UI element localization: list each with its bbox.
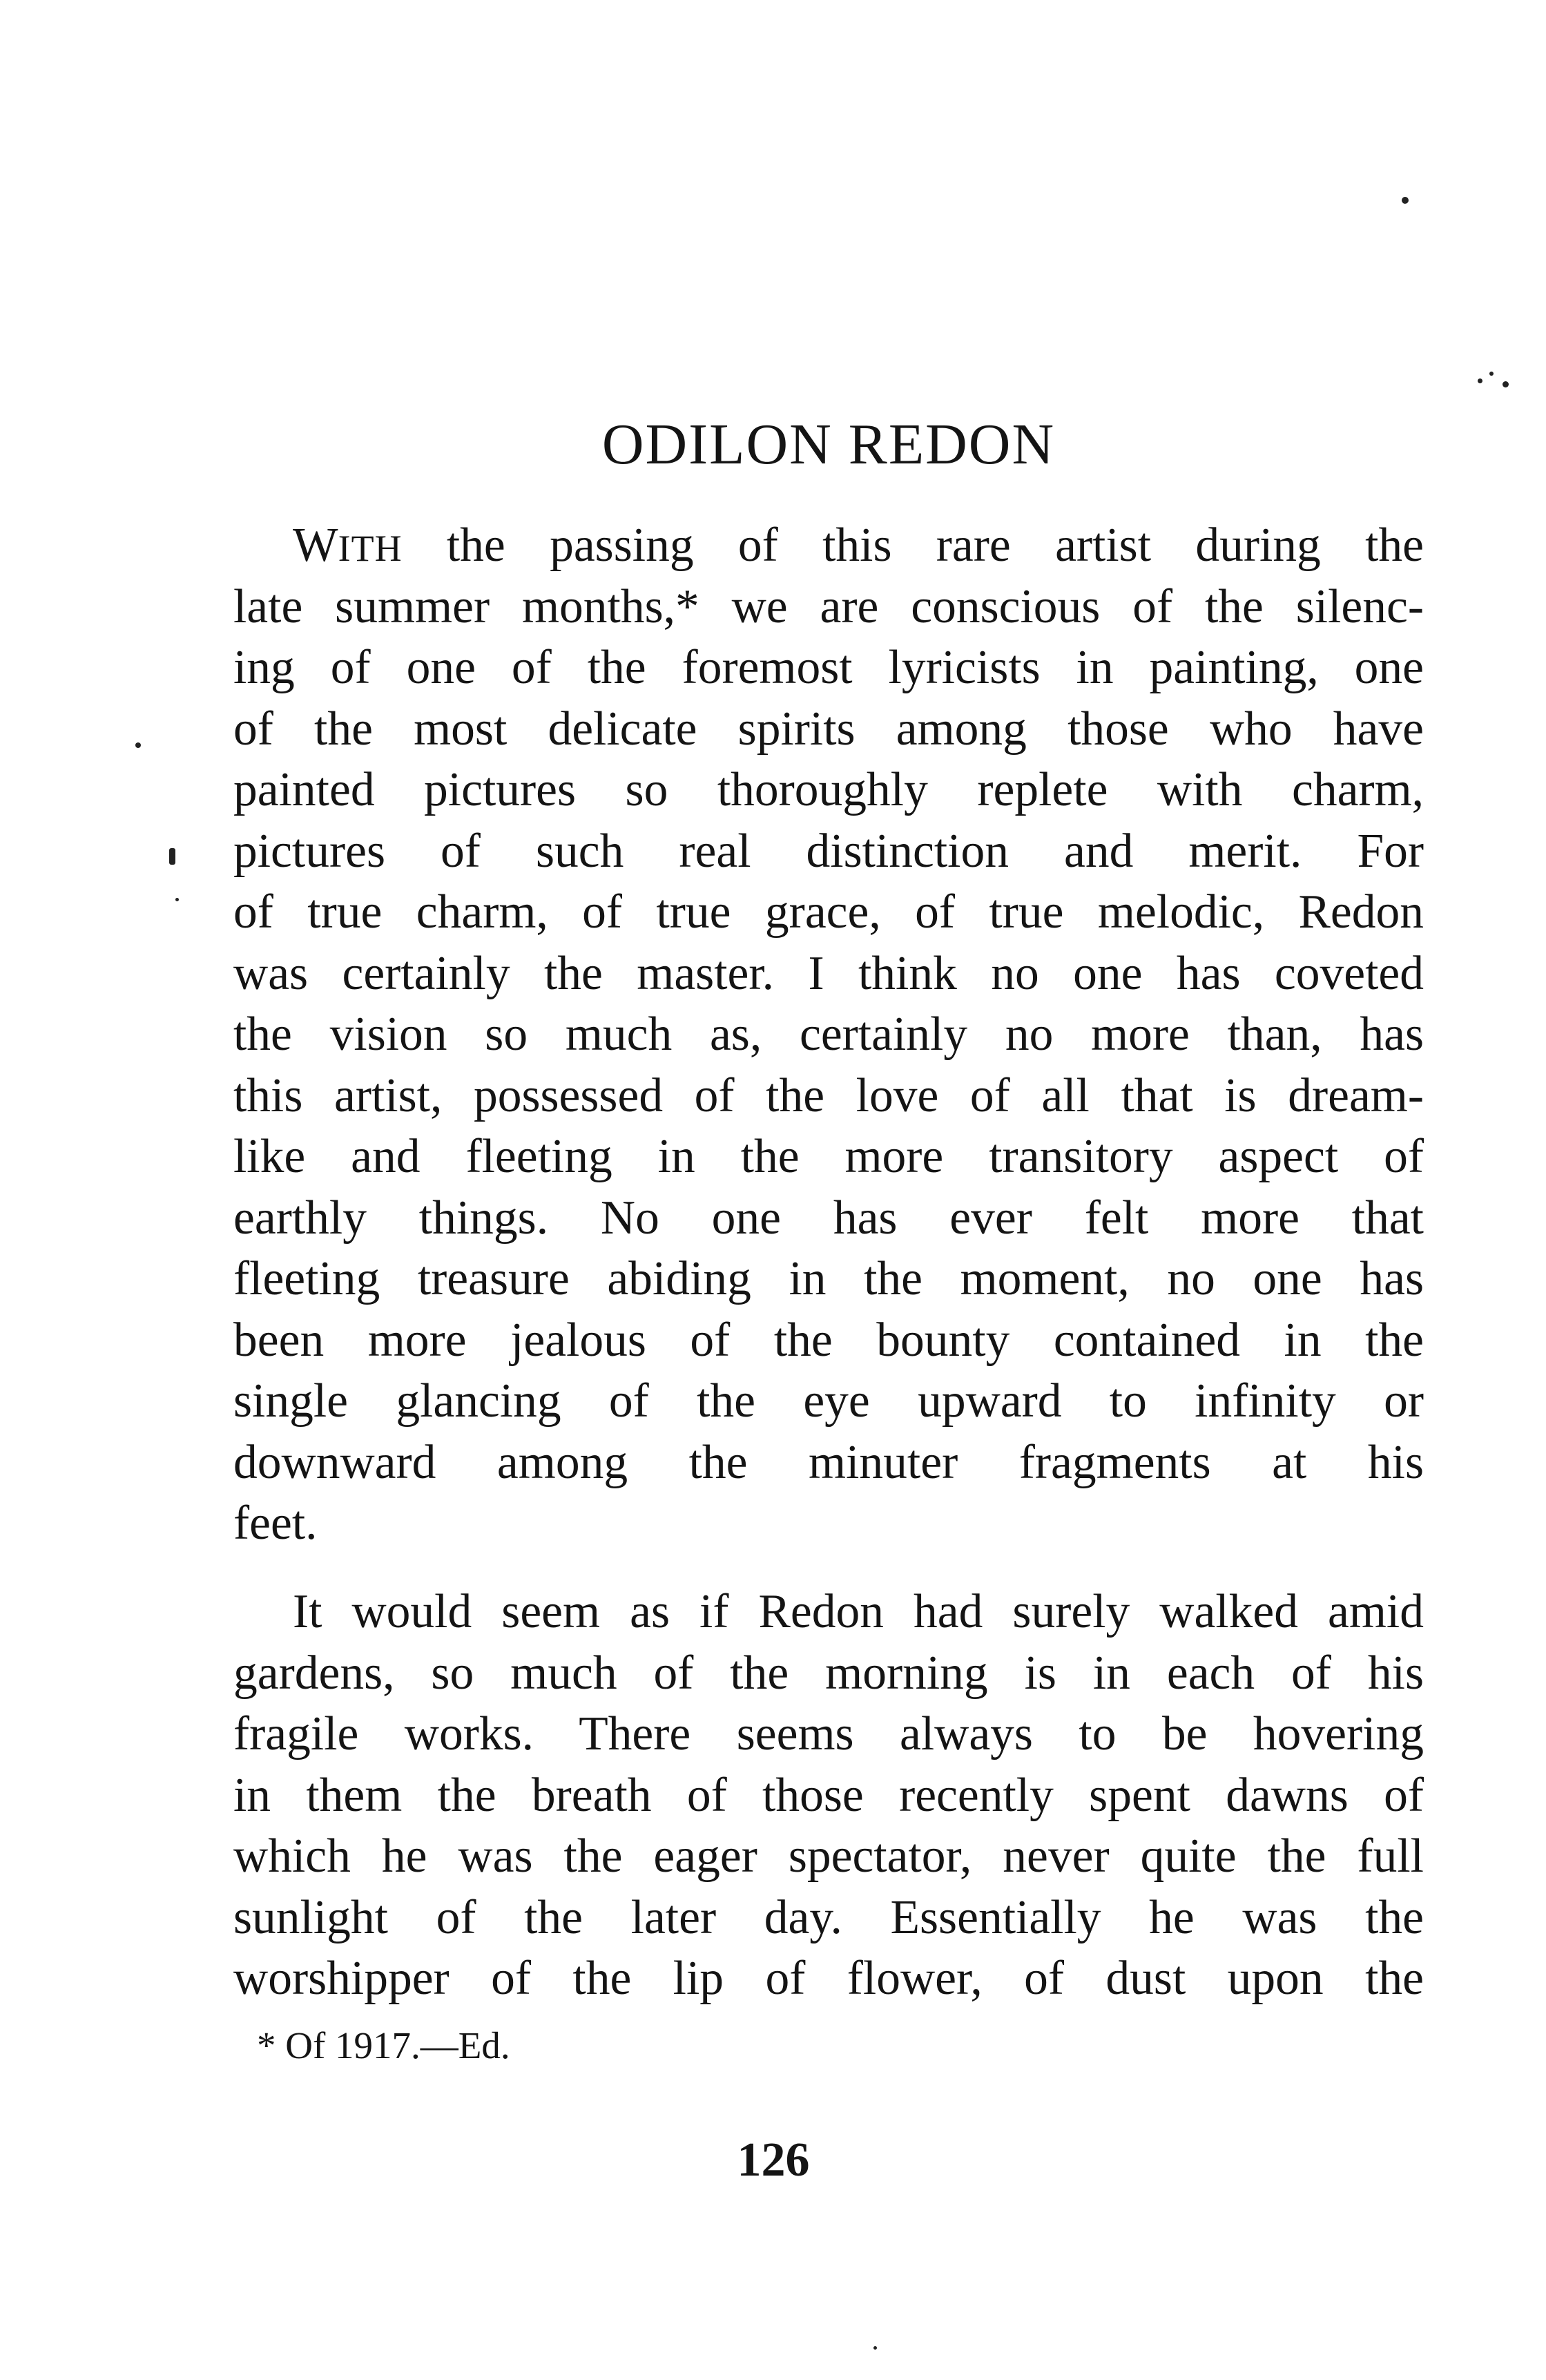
- text-line: of the most delicate spirits among those who have: [233, 702, 1424, 756]
- chapter-title: ODILON REDON: [601, 412, 1056, 477]
- scan-speck: [175, 898, 179, 901]
- text-line: fragile works. There seems always to be hovering: [233, 1707, 1424, 1760]
- text-line: late summer months,* we are conscious of the silenc-: [233, 579, 1424, 633]
- paragraph-1: [233, 515, 1424, 1555]
- lead-small-caps: ITH: [338, 528, 403, 569]
- text-line: gardens, so much of the morning is in each of his: [233, 1646, 1424, 1700]
- scan-speck: [1478, 378, 1482, 383]
- footnote: * Of 1917.—Ed.: [257, 2024, 510, 2066]
- text-line: It would seem as if Redon had surely walked amid: [293, 1585, 1424, 1638]
- text-line: the vision so much as, certainly no more than, has: [233, 1008, 1424, 1061]
- text-line: of true charm, of true grace, of true melodic, Redon: [233, 885, 1424, 939]
- text-line: been more jealous of the bounty contained in the: [233, 1313, 1424, 1367]
- scan-speck: [169, 848, 175, 865]
- text-line: feet.: [233, 1497, 318, 1550]
- text-line: [233, 515, 1424, 577]
- text-line: in them the breath of those recently spent dawns of: [233, 1768, 1424, 1822]
- text-line: ing of one of the foremost lyricists in painting, one: [233, 641, 1424, 694]
- text-line: painted pictures so thoroughly replete with charm,: [233, 763, 1424, 816]
- text-line: like and fleeting in the more transitory aspect of: [233, 1130, 1424, 1183]
- page-number: 126: [737, 2133, 810, 2187]
- text-line: which he was the eager spectator, never quite the full: [233, 1830, 1424, 1883]
- scan-speck: [1502, 381, 1509, 387]
- scan-speck: [873, 2346, 877, 2350]
- text-line: fleeting treasure abiding in the moment, no one has: [233, 1252, 1424, 1305]
- text-line: sunlight of the later day. Essentially he was the: [233, 1890, 1424, 1944]
- text-line: worshipper of the lip of flower, of dust upon the: [233, 1952, 1424, 2005]
- text-line: earthly things. No one has ever felt more that: [233, 1191, 1424, 1245]
- text-line-content: the passing of this rare artist during the: [402, 519, 1424, 572]
- text-line: this artist, possessed of the love of all that is dream-: [233, 1068, 1424, 1122]
- text-line: pictures of such real distinction and merit. For: [233, 824, 1424, 878]
- paragraph-2: [233, 1582, 1424, 2010]
- scan-speck: [1402, 197, 1409, 204]
- text-line: downward among the minuter fragments at his: [233, 1435, 1424, 1489]
- text-line: was certainly the master. I think no one has coveted: [233, 946, 1424, 1000]
- scan-speck: [1489, 372, 1494, 376]
- text-line: single glancing of the eye upward to infinity or: [233, 1374, 1424, 1428]
- scan-speck: [135, 742, 141, 748]
- lead-capital: W: [293, 519, 338, 572]
